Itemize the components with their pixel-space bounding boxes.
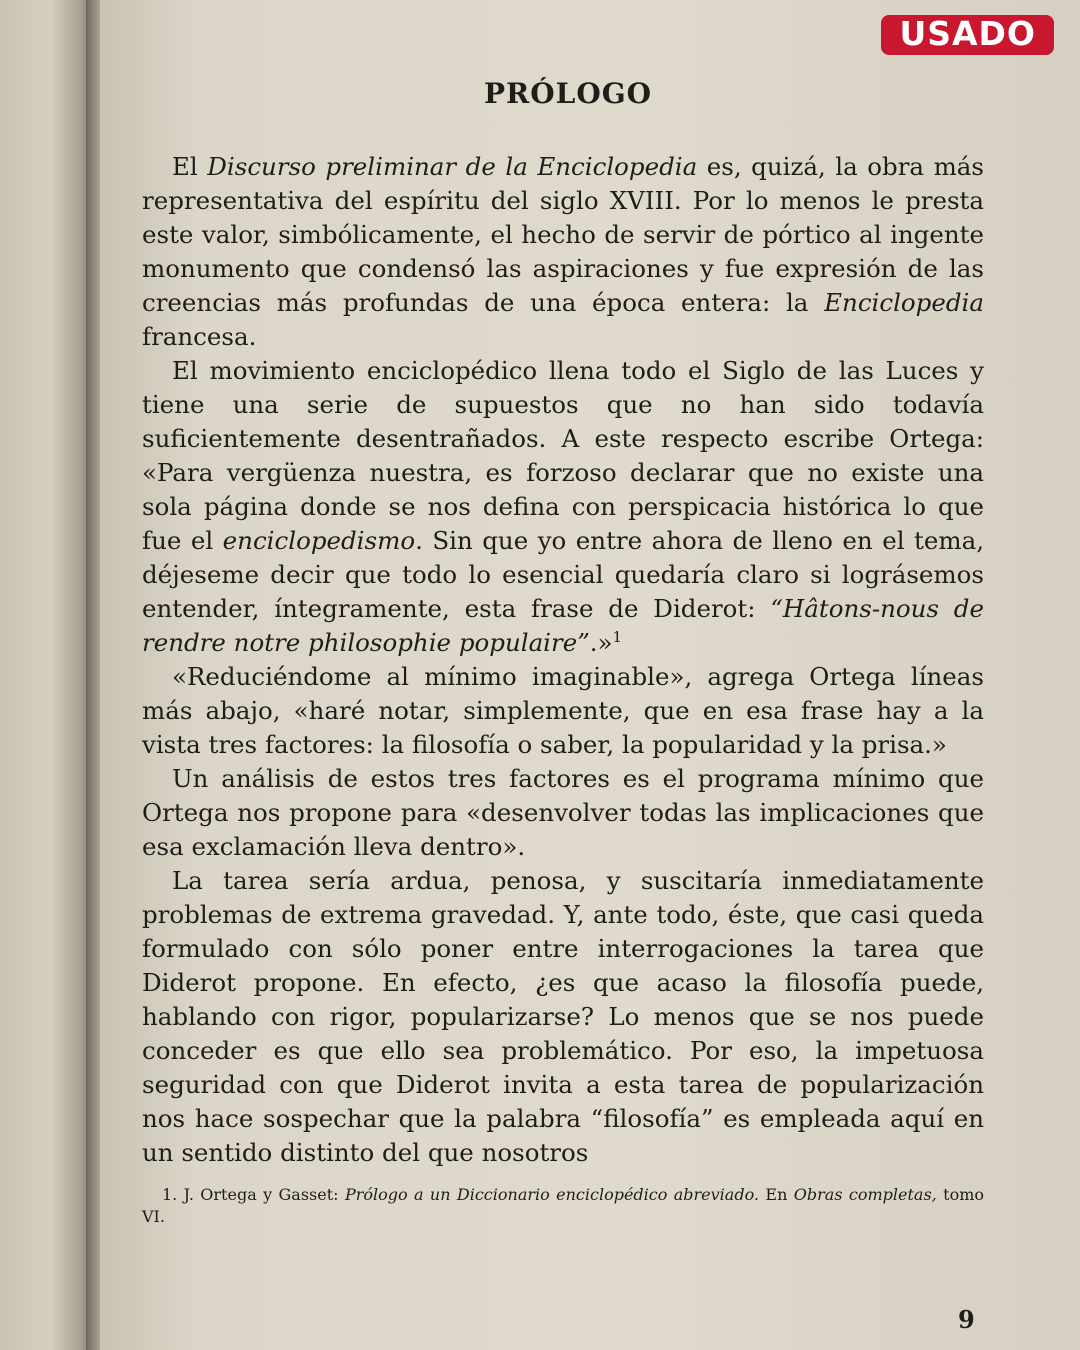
page-number: 9 <box>958 1305 975 1334</box>
paragraph-text: francesa. <box>142 322 257 351</box>
paragraph <box>142 660 984 762</box>
paragraph <box>142 762 984 864</box>
paragraph-text: Un análisis de estos tres factores es el programa mínimo que Ortega nos propone para «desenvolver todas las implicaciones que esa exclamación lleva dentro». <box>142 764 984 861</box>
paragraph <box>142 150 984 354</box>
footnote-text: tomo VI. <box>142 1185 985 1226</box>
paragraph-text: El movimiento enciclopédico llena todo el Siglo de las Luces y tiene una serie de supuestos que no han sido todavía suficientemente desentrañados. A este respecto escribe Ortega: «Para vergüenza nuestra, es forzoso declarar que no existe una sola página donde se nos defina con perspicacia histórica lo que fue el <box>142 356 984 555</box>
paragraph <box>142 864 984 1170</box>
page-text <box>142 74 984 1228</box>
used-badge: USADO <box>881 15 1054 55</box>
body-text <box>142 150 984 1170</box>
paragraph-text: 1 <box>612 627 623 646</box>
paragraph-text: Discurso preliminar de la Enciclopedia <box>207 152 698 181</box>
paragraph-text: «Reduciéndome al mínimo imaginable», agrega Ortega líneas más abajo, «haré notar, simplemente, que en esa frase hay a la vista tres factores: la filosofía o saber, la popularidad y la prisa.» <box>142 662 984 759</box>
paragraph-text: El <box>172 152 208 181</box>
paragraph-text: es, quizá, la obra más representativa del espíritu del siglo XVIII. Por lo menos le presta este valor, simbólicamente, el hecho de servir de pórtico al ingente monumento que condensó las aspiraciones y fue expresión de las creencias más profundas de una época entera: la <box>142 152 984 317</box>
paragraph-text: Enciclopedia <box>824 288 984 317</box>
footnote-text: Obras completas, <box>793 1185 937 1204</box>
paragraph-text: “Hâtons-nous de rendre notre philosophie populaire” <box>142 594 984 657</box>
paragraph <box>142 354 984 660</box>
paragraph-text: . Sin que yo entre ahora de lleno en el tema, déjeseme decir que todo lo esencial quedaría claro si lográsemos entender, íntegramente, esta frase de Diderot: <box>142 526 984 623</box>
footnote <box>142 1184 984 1228</box>
paragraph-text: .» <box>589 628 613 657</box>
paragraph-text: enciclopedismo <box>222 526 416 555</box>
footnote-text: 1. J. Ortega y Gasset: <box>162 1185 345 1204</box>
left-page-edge <box>0 0 92 1350</box>
page-title: PRÓLOGO <box>483 77 653 110</box>
footnote-text: En <box>759 1185 794 1204</box>
paragraph-text: La tarea sería ardua, penosa, y suscitaría inmediatamente problemas de extrema gravedad. Y, ante todo, éste, que casi queda formulado con sólo poner entre interrogaciones la tarea que Diderot propone. En efecto, ¿es que acaso la filosofía puede, hablando con rigor, popularizarse? Lo menos que se nos puede conceder es que ello sea problemático. Por eso, la impetuosa seguridad con que Diderot invita a esta tarea de popularización nos hace sospechar que la palabra “filosofía” es empleada aquí en un sentido distinto del que nosotros <box>142 866 984 1167</box>
footnote-text: Prólogo a un Diccionario enciclopédico abreviado. <box>344 1185 760 1204</box>
